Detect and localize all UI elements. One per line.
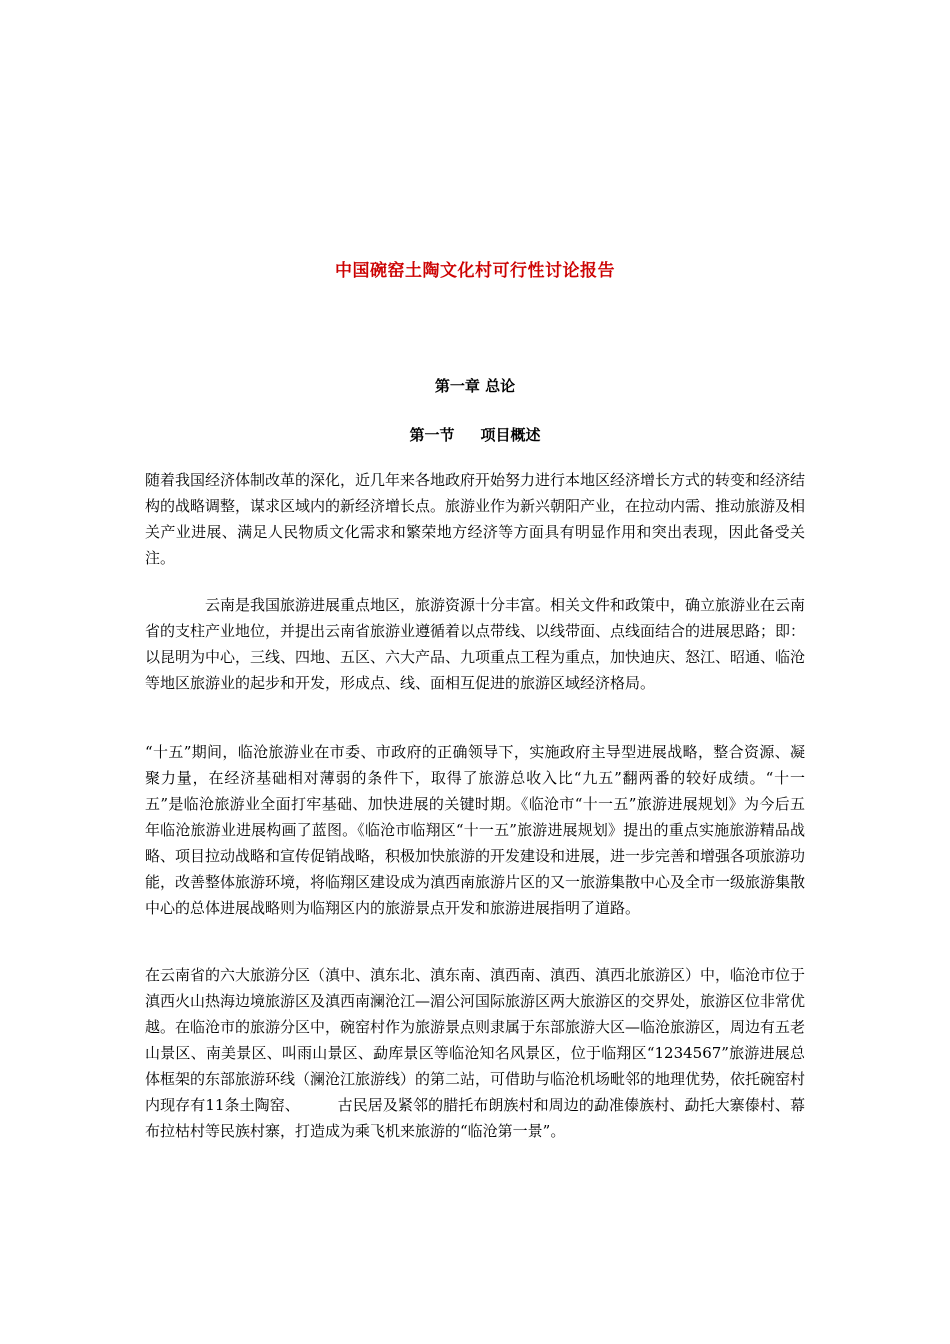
section-heading (0, 424, 950, 445)
body-paragraph-2: 云南是我国旅游进展重点地区，旅游资源十分丰富。相关文件和政策中，确立旅游业在云南省的支柱产业地位，并提出云南省旅游业遵循着以点带线、以线带面、点线面结合的进展思路；即：以昆明为中心，三线、四地、五区、六大产品、九项重点工程为重点，加快迪庆、怒江、昭通、临沧等地区旅游业的起步和开发，形成点、线、面相互促进的旅游区域经济格局。 (145, 596, 806, 692)
body-paragraph-4: 在云南省的六大旅游分区（滇中、滇东北、滇东南、滇西南、滇西、滇西北旅游区）中，临沧市位于滇西火山热海边境旅游区及滇西南澜沧江—湄公河国际旅游区两大旅游区的交界处，旅游区位非常优越。在临沧市的旅游分区中，碗窑村作为旅游景点则隶属于东部旅游大区—临沧旅游区，周边有五老山景区、南美景区、叫雨山景区、勐库景区等临沧知名风景区，位于临翔区“1234567”旅游进展总体框架的东部旅游环线（澜沧江旅游线）的第二站，可借助与临沧机场毗邻的地理优势，依托碗窑村内现存有11条土陶窑、 古民居及紧邻的腊托布朗族村和周边的勐准傣族村、勐托大寨傣村、幕布拉枯村等民族村寨，打造成为乘飞机来旅游的“临沧第一景”。 (145, 966, 806, 1140)
section-title: 项目概述 (480, 426, 541, 444)
chapter-heading: 第一章 总论 (434, 377, 516, 395)
body-paragraph-3: “十五”期间，临沧旅游业在市委、市政府的正确领导下，实施政府主导型进展战略，整合资源、凝聚力量，在经济基础相对薄弱的条件下，取得了旅游总收入比“九五”翻两番的较好成绩。“十一五”是临沧旅游业全面打牢基础、加快进展的关键时期。《临沧市“十一五”旅游进展规划》为今后五年临沧旅游业进展构画了蓝图。《临沧市临翔区“十一五”旅游进展规划》提出的重点实施旅游精品战略、项目拉动战略和宣传促销战略，积极加快旅游的开发建设和进展，进一步完善和增强各项旅游功能，改善整体旅游环境，将临翔区建设成为滇西南旅游片区的又一旅游集散中心及全市一级旅游集散中心的总体进展战略则为临翔区内的旅游景点开发和旅游进展指明了道路。 (145, 743, 806, 917)
document-title: 中国碗窑土陶文化村可行性讨论报告 (335, 261, 615, 281)
body-paragraph-1: 随着我国经济体制改革的深化，近几年来各地政府开始努力进行本地区经济增长方式的转变和经济结构的战略调整，谋求区域内的新经济增长点。旅游业作为新兴朝阳产业，在拉动内需、推动旅游及相关产业进展、满足人民物质文化需求和繁荣地方经济等方面具有明显作用和突出表现，因此备受关注。 (145, 471, 806, 567)
section-number: 第一节 (409, 426, 455, 444)
